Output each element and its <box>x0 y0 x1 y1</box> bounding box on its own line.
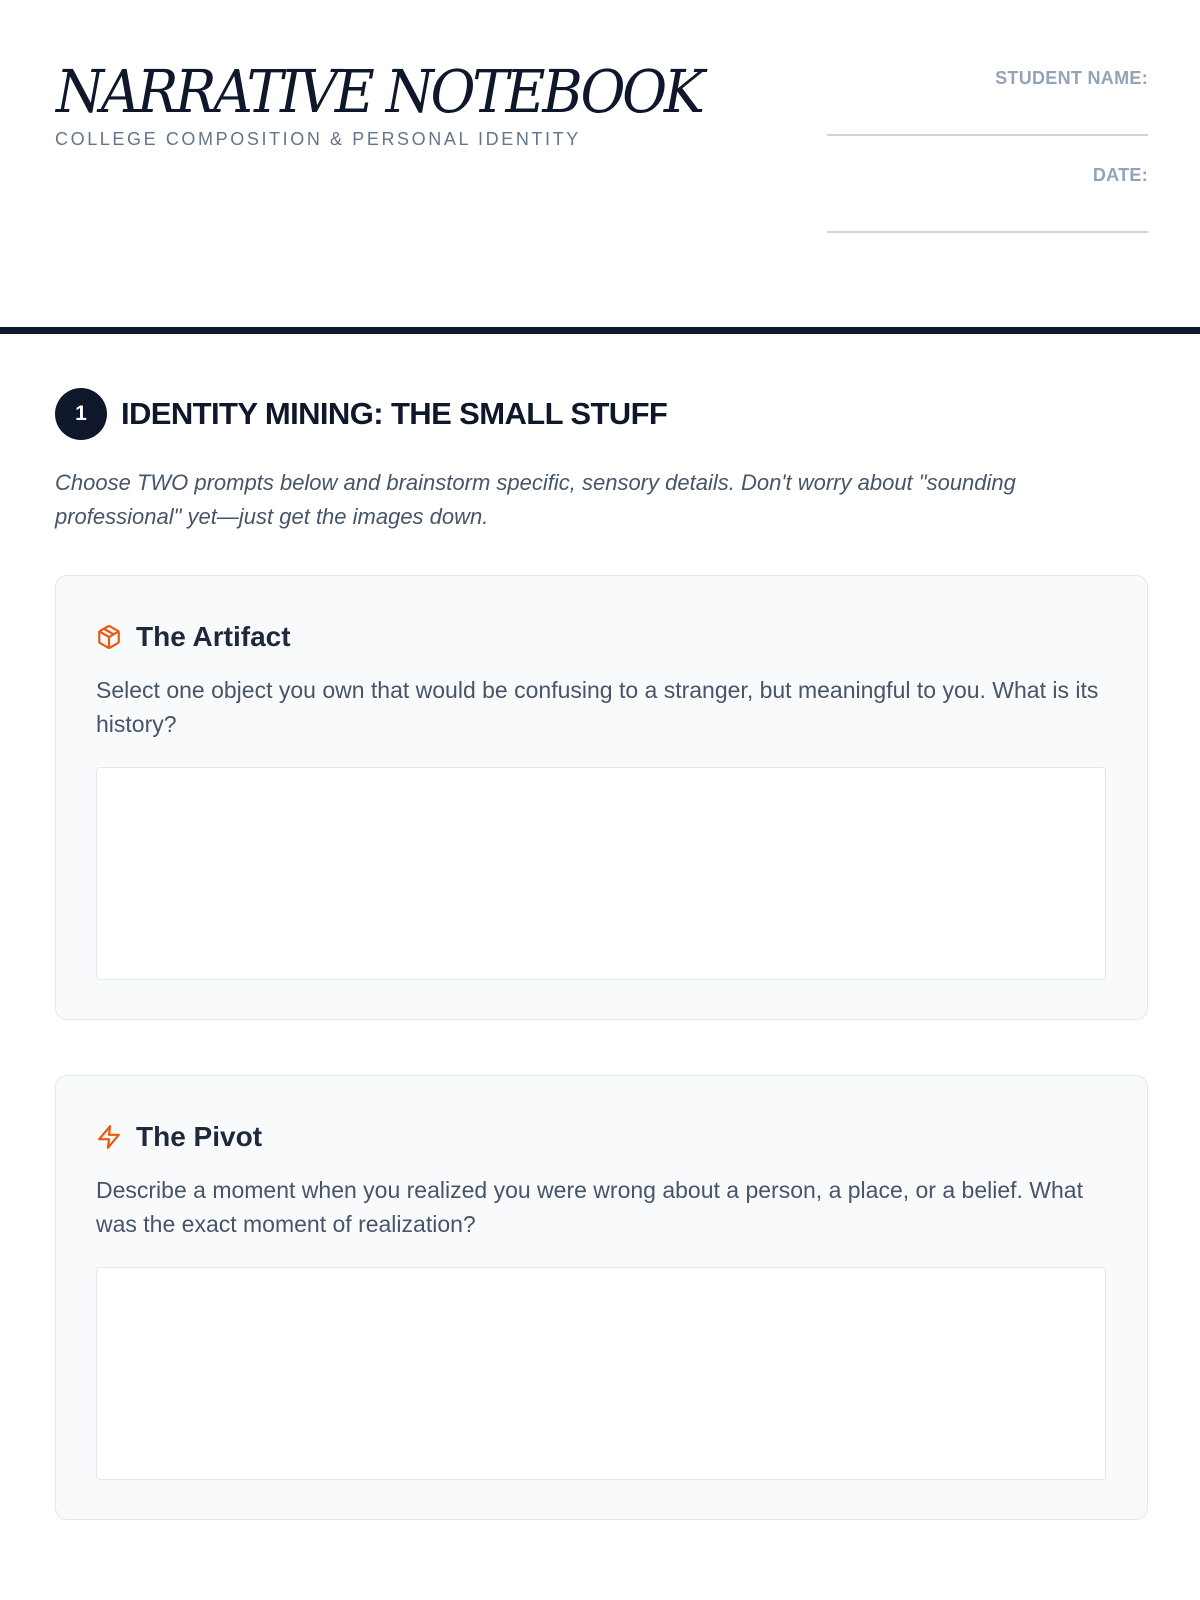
lightning-icon <box>96 1124 122 1150</box>
date-label: DATE: <box>1092 165 1148 185</box>
prompt-card-pivot <box>55 1075 1148 1520</box>
prompt-description: Select one object you own that would be confusing to a stranger, but meaningful to you. What is its history? <box>96 677 1099 737</box>
page-subtitle: COLLEGE COMPOSITION & PERSONAL IDENTITY <box>55 129 581 149</box>
prompt-card-artifact <box>55 575 1148 1020</box>
prompt-response-area[interactable] <box>96 1267 1106 1480</box>
student-name-field[interactable] <box>827 134 1148 136</box>
prompt-title: The Pivot <box>136 1121 263 1152</box>
prompt-description: Describe a moment when you realized you were wrong about a person, a place, or a belief. What was the exact moment of realization? <box>96 1177 1083 1237</box>
section-number-badge: 1 <box>55 388 107 440</box>
header-divider <box>0 327 1200 334</box>
section-instructions: Choose TWO prompts below and brainstorm specific, sensory details. Don't worry about "sounding professional" yet—just get the images down. <box>55 470 1016 529</box>
date-field[interactable] <box>827 231 1148 233</box>
worksheet-header <box>0 0 1200 333</box>
prompt-title: The Artifact <box>136 621 291 652</box>
prompt-response-area[interactable] <box>96 767 1106 980</box>
page-title: NARRATIVE NOTEBOOK <box>56 57 702 126</box>
student-name-label: STUDENT NAME: <box>995 68 1148 88</box>
box-icon <box>96 624 122 650</box>
section-title: IDENTITY MINING: THE SMALL STUFF <box>121 396 668 431</box>
